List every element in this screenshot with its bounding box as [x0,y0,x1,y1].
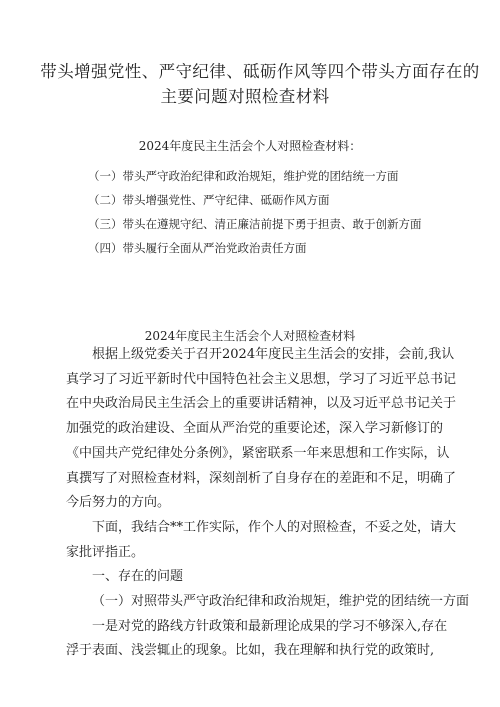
body-line: 在中央政治局民主生活会上的重要讲话精神，以及习近平总书记关于 [66,396,457,412]
body-heading: 2024年度民主生活会个人对照检查材料 [144,329,356,343]
body-line: 一是对党的路线方针政策和最新理论成果的学习不够深入,存在 [92,618,448,634]
body-text [66,343,470,664]
body-line: 真学习了习近平新时代中国特色社会主义思想，学习了习近平总书记 [66,371,457,387]
body-line: 《中国共产党纪律处分条例》，紧密联系一年来思想和工作实际，认 [66,445,450,461]
toc-item: （一）带头严守政治纪律和政治规矩，维护党的团结统一方面 [88,169,399,183]
body-line: 加强党的政治建设、全面从严治党的重要论述，深入学习新修订的 [66,421,444,437]
toc-item: （二）带头增强党性、严守纪律、砥砺作风方面 [88,193,330,207]
section-heading: 一、存在的问题 [92,569,184,585]
toc-list [88,164,422,260]
document-title-line-1: 带头增强党性、严守纪律、砥砺作风等四个带头方面存在的 [40,62,480,81]
subsection-heading: （一）对照带头严守政治纪律和政治规矩，维护党的团结统一方面 [92,594,470,610]
toc-item: （三）带头在遵规守纪、清正廉洁前提下勇于担责、敢于创新方面 [88,217,422,231]
body-line: 浮于表面、浅尝辄止的现象。比如，我在理解和执行党的政策时, [66,643,435,659]
document-title-line-2: 主要问题对照检查材料 [160,87,330,106]
body-line: 真撰写了对照检查材料，深刻剖析了自身存在的差距和不足，明确了 [66,470,457,486]
body-line: 根据上级党委关于召开2024年度民主生活会的安排，会前,我认 [92,347,455,362]
toc-heading: 2024年度民主生活会个人对照检查材料： [138,139,362,153]
body-line: 家批评指正。 [66,544,145,560]
body-line: 今后努力的方向。 [66,495,171,511]
body-line: 下面，我结合**工作实际，作个人的对照检查，不妥之处，请大 [92,519,457,535]
toc-item: （四）带头履行全面从严治党政治责任方面 [88,241,307,255]
